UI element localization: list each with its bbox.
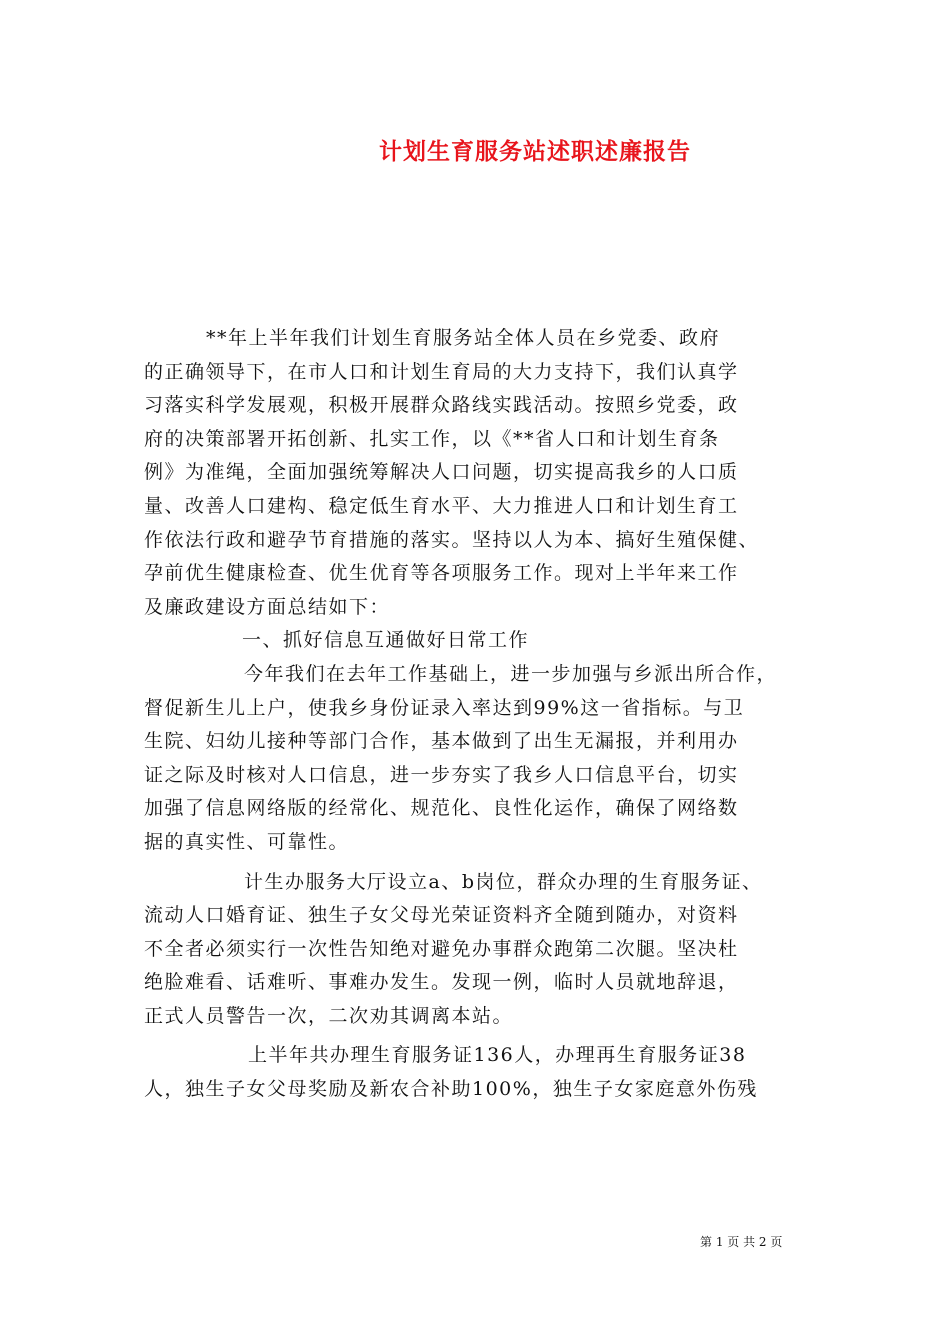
body-line: 生院、妇幼儿接种等部门合作，基本做到了出生无漏报，并利用办 <box>144 730 739 753</box>
body-line: 计生办服务大厅设立a、b岗位，群众办理的生育服务证、 <box>244 870 763 893</box>
body-line: 量、改善人口建构、稳定低生育水平、大力推进人口和计划生育工 <box>144 494 739 517</box>
body-line: 的正确领导下，在市人口和计划生育局的大力支持下，我们认真学 <box>144 360 739 383</box>
body-line: **年上半年我们计划生育服务站全体人员在乡党委、政府 <box>206 327 721 349</box>
page-number: 第 1 页 共 2 页 <box>700 1235 783 1249</box>
body-line: 习落实科学发展观，积极开展群众路线实践活动。按照乡党委，政 <box>144 394 739 417</box>
body-line: 不全者必须实行一次性告知绝对避免办事群众跑第二次腿。坚决杜 <box>144 937 739 960</box>
body-line: 督促新生儿上户，使我乡身份证录入率达到99%这一省指标。与卫 <box>144 696 745 719</box>
body-line: 孕前优生健康检查、优生优育等各项服务工作。现对上半年来工作 <box>144 562 739 585</box>
body-line: 据的真实性、可靠性。 <box>144 830 350 853</box>
body-line: 府的决策部署开拓创新、扎实工作，以《**省人口和计划生育条 <box>144 427 720 450</box>
body-line: 例》为准绳，全面加强统筹解决人口问题，切实提高我乡的人口质 <box>144 461 739 484</box>
body-line: 作依法行政和避孕节育措施的落实。坚持以人为本、搞好生殖保健、 <box>144 528 760 551</box>
body-line: 上半年共办理生育服务证136人，办理再生育服务证38 <box>248 1044 747 1067</box>
document-body <box>144 322 812 1107</box>
body-line: 正式人员警告一次，二次劝其调离本站。 <box>144 1004 514 1027</box>
document-title: 计划生育服务站述职述廉报告 <box>379 138 691 165</box>
body-line: 加强了信息网络版的经常化、规范化、良性化运作，确保了网络数 <box>144 797 739 820</box>
section-heading: 一、抓好信息互通做好日常工作 <box>242 629 530 652</box>
body-line: 人，独生子女父母奖励及新农合补助100%，独生子女家庭意外伤残 <box>144 1078 758 1101</box>
body-line: 流动人口婚育证、独生子女父母光荣证资料齐全随到随办，对资料 <box>144 904 739 927</box>
body-line: 今年我们在去年工作基础上，进一步加强与乡派出所合作， <box>244 662 778 685</box>
body-line: 证之际及时核对人口信息，进一步夯实了我乡人口信息平台，切实 <box>144 763 739 786</box>
body-line: 及廉政建设方面总结如下： <box>144 595 391 618</box>
body-line: 绝脸难看、话难听、事难办发生。发现一例，临时人员就地辞退， <box>144 971 739 994</box>
